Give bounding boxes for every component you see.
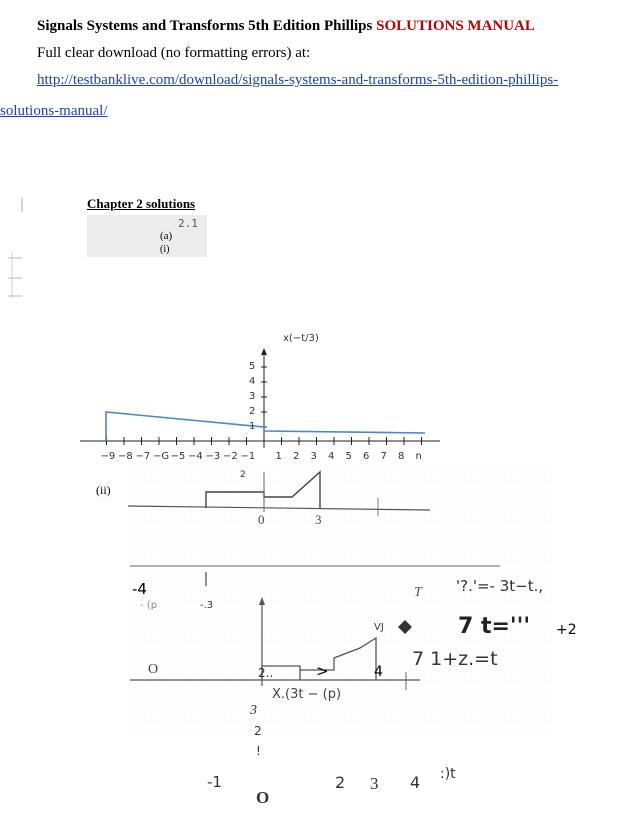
x-tick-label: 3	[310, 451, 317, 462]
y-tick-5: 5	[249, 361, 256, 372]
title-highlight: SOLUTIONS MANUAL	[376, 18, 535, 34]
plot1-ylabel: x(−t/3)	[283, 333, 319, 344]
x-tick-label: 7	[380, 451, 387, 462]
hw-low-3b: 3	[370, 774, 379, 793]
hw-low-3: 3	[250, 703, 257, 718]
part-ii-label: (ii)	[96, 483, 111, 497]
hw-low-4: 4	[410, 773, 421, 792]
hw-eq2: 7 t='''	[458, 614, 531, 639]
x-tick-label: 2	[293, 451, 300, 462]
x-tick-label: −9	[100, 451, 116, 462]
x-tick-label: −4	[188, 451, 203, 462]
x-tick-label: 5	[345, 451, 352, 462]
hw-mid-neg4: -4	[132, 580, 147, 598]
y-tick-2: 2	[249, 406, 256, 417]
chapter-heading: Chapter 2 solutions	[87, 196, 196, 211]
hw-eq3: 7 1+z.=t	[412, 648, 498, 670]
y-tick-1: 1	[249, 421, 256, 432]
hw-eq1: '?.'=- 3t−t.,	[456, 577, 544, 595]
hw-low-neg1: -1	[207, 773, 222, 791]
x-tick-label: −G	[153, 451, 170, 462]
hw-mid-4: 4	[374, 664, 383, 680]
x-tick-label: −2	[223, 451, 238, 462]
hw-low-xt: :)t	[440, 766, 456, 782]
hw-low-0: O	[256, 788, 270, 807]
hw-mid-neg3: -.3	[200, 600, 214, 611]
hw-low-2: 2	[254, 724, 262, 738]
download-link-line2[interactable]: solutions-manual/	[0, 103, 108, 119]
part-i-label: (i)	[160, 244, 170, 255]
title-text: Signals Systems and Transforms 5th Edition Phillips	[37, 18, 373, 34]
x-tick-label: 4	[328, 451, 335, 462]
hw-mid-0: O	[148, 662, 159, 677]
part-a-label: (a)	[160, 230, 173, 242]
hw-plot-label: X.(3t − (p)	[272, 687, 342, 702]
hw-mid-gt: >	[316, 662, 329, 680]
download-note: Full clear download (no formatting errors) at:	[37, 45, 311, 61]
hw-low-2b: 2	[335, 773, 346, 792]
x-tick-label: n	[415, 451, 422, 462]
hw-low-bang: !	[256, 744, 261, 758]
x-tick-label: 6	[363, 451, 370, 462]
x-tick-label: −3	[205, 451, 221, 462]
hw-upper-0: 0	[258, 512, 265, 527]
hw-mid-T: T	[414, 585, 422, 600]
hw-mid-neg-p: - (p	[140, 600, 158, 611]
y-tick-4: 4	[249, 376, 256, 387]
y-tick-3: 3	[249, 391, 256, 402]
problem-number: 2.1	[178, 217, 198, 230]
hw-eq2b: +2	[556, 622, 577, 638]
x-tick-label: −8	[118, 451, 133, 462]
hw-upper-2: 2	[240, 470, 246, 480]
download-link-line1[interactable]: http://testbanklive.com/download/signals-systems-and-transforms-5th-edition-phillips-	[37, 72, 559, 88]
x-tick-label: −7	[135, 451, 151, 462]
hw-mid-2: 2..	[258, 666, 274, 680]
x-tick-label: 1	[275, 451, 282, 462]
hw-mid-vu: VJ	[374, 622, 384, 633]
x-tick-label: −1	[240, 451, 256, 462]
x-tick-label: 8	[398, 451, 405, 462]
hw-upper-3: 3	[315, 512, 322, 527]
x-tick-label: −5	[170, 451, 186, 462]
